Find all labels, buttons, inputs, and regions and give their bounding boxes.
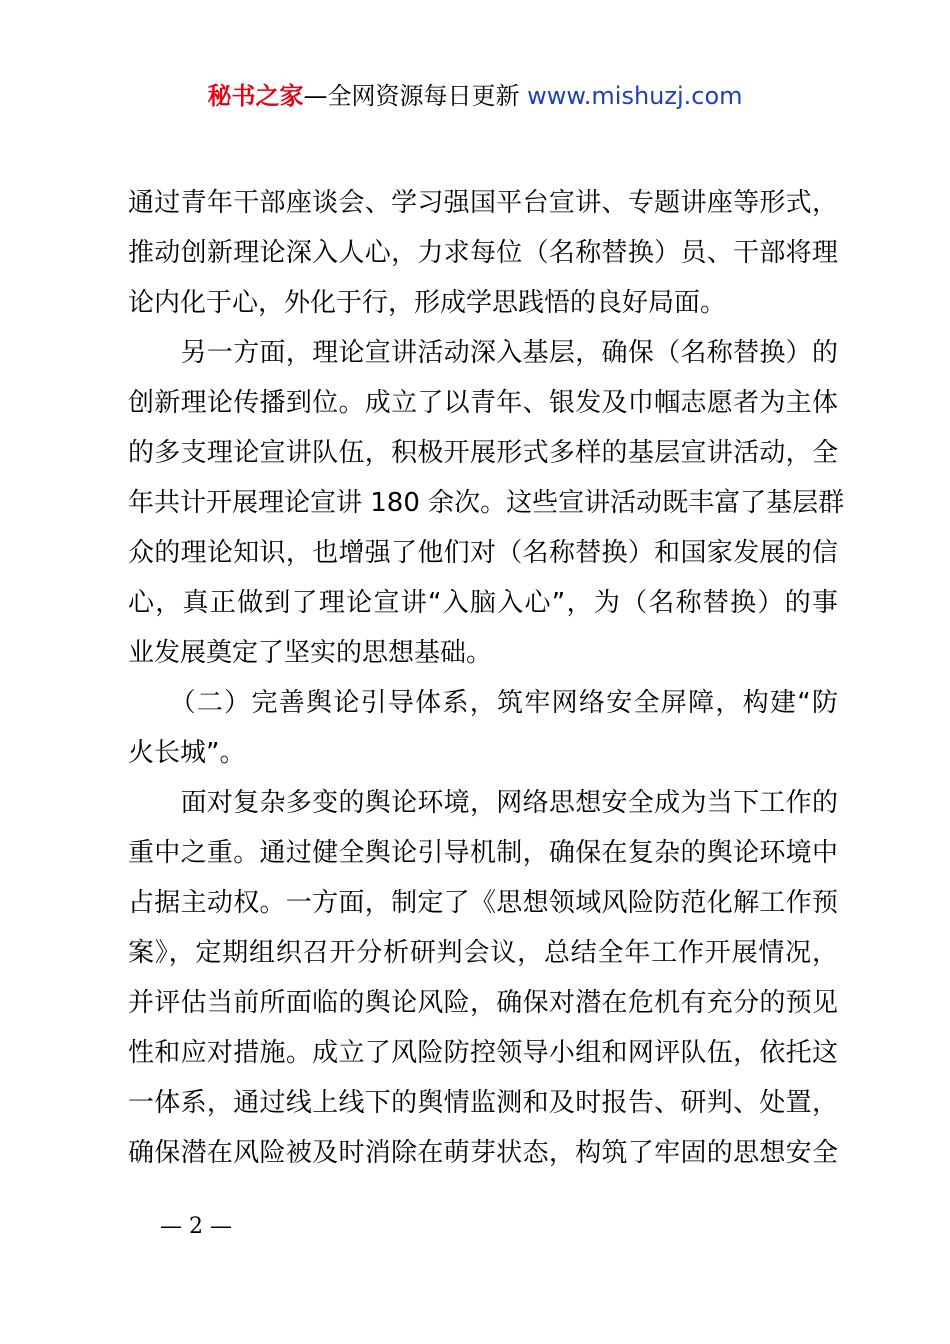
document-body — [128, 178, 845, 1178]
brand-name: 秘书之家 — [207, 82, 304, 110]
text-line: 重中之重。通过健全舆论引导机制，确保在复杂的舆论环境中 — [128, 838, 838, 868]
text-line: 性和应对措施。成立了风险防控领导小组和网评队伍，依托这 — [128, 1038, 838, 1068]
text-line: 年共计开展理论宣讲 180 余次。这些宣讲活动既丰富了基层群 — [128, 488, 845, 518]
text-line: 业发展奠定了坚实的思想基础。 — [128, 638, 493, 668]
text-line: 的多支理论宣讲队伍，积极开展形式多样的基层宣讲活动，全 — [128, 438, 838, 468]
site-url: www.mishuzj.com — [527, 82, 743, 110]
text-line: 众的理论知识，也增强了他们对（名称替换）和国家发展的信 — [128, 538, 838, 568]
text-line: 并评估当前所面临的舆论风险，确保对潜在危机有充分的预见 — [128, 988, 838, 1018]
text-line: 占据主动权。一方面，制定了《思想领域风险防范化解工作预 — [128, 888, 838, 918]
text-line: 推动创新理论深入人心，力求每位（名称替换）员、干部将理 — [128, 238, 838, 268]
page-number: — 2 — — [160, 1214, 232, 1239]
text-line: 确保潜在风险被及时消除在萌芽状态，构筑了牢固的思想安全 — [128, 1138, 838, 1168]
text-line: 另一方面，理论宣讲活动深入基层，确保（名称替换）的 — [128, 338, 838, 368]
text-line: 火长城”。 — [128, 738, 246, 768]
text-line: 一体系，通过线上线下的舆情监测和及时报告、研判、处置， — [128, 1088, 838, 1118]
text-line: 通过青年干部座谈会、学习强国平台宣讲、专题讲座等形式， — [128, 188, 838, 218]
text-line: （二）完善舆论引导体系，筑牢网络安全屏障，构建“防 — [128, 688, 838, 718]
text-line: 面对复杂多变的舆论环境，网络思想安全成为当下工作的 — [128, 788, 838, 818]
text-line: 论内化于心，外化于行，形成学思践悟的良好局面。 — [128, 288, 727, 318]
text-line: 心，真正做到了理论宣讲“入脑入心”，为（名称替换）的事 — [128, 588, 838, 618]
text-line: 案》，定期组织召开分析研判会议，总结全年工作开展情况， — [128, 938, 838, 968]
page-header — [0, 80, 950, 112]
header-slogan: —全网资源每日更新 — [303, 82, 520, 110]
text-line: 创新理论传播到位。成立了以青年、银发及巾帼志愿者为主体 — [128, 388, 838, 418]
